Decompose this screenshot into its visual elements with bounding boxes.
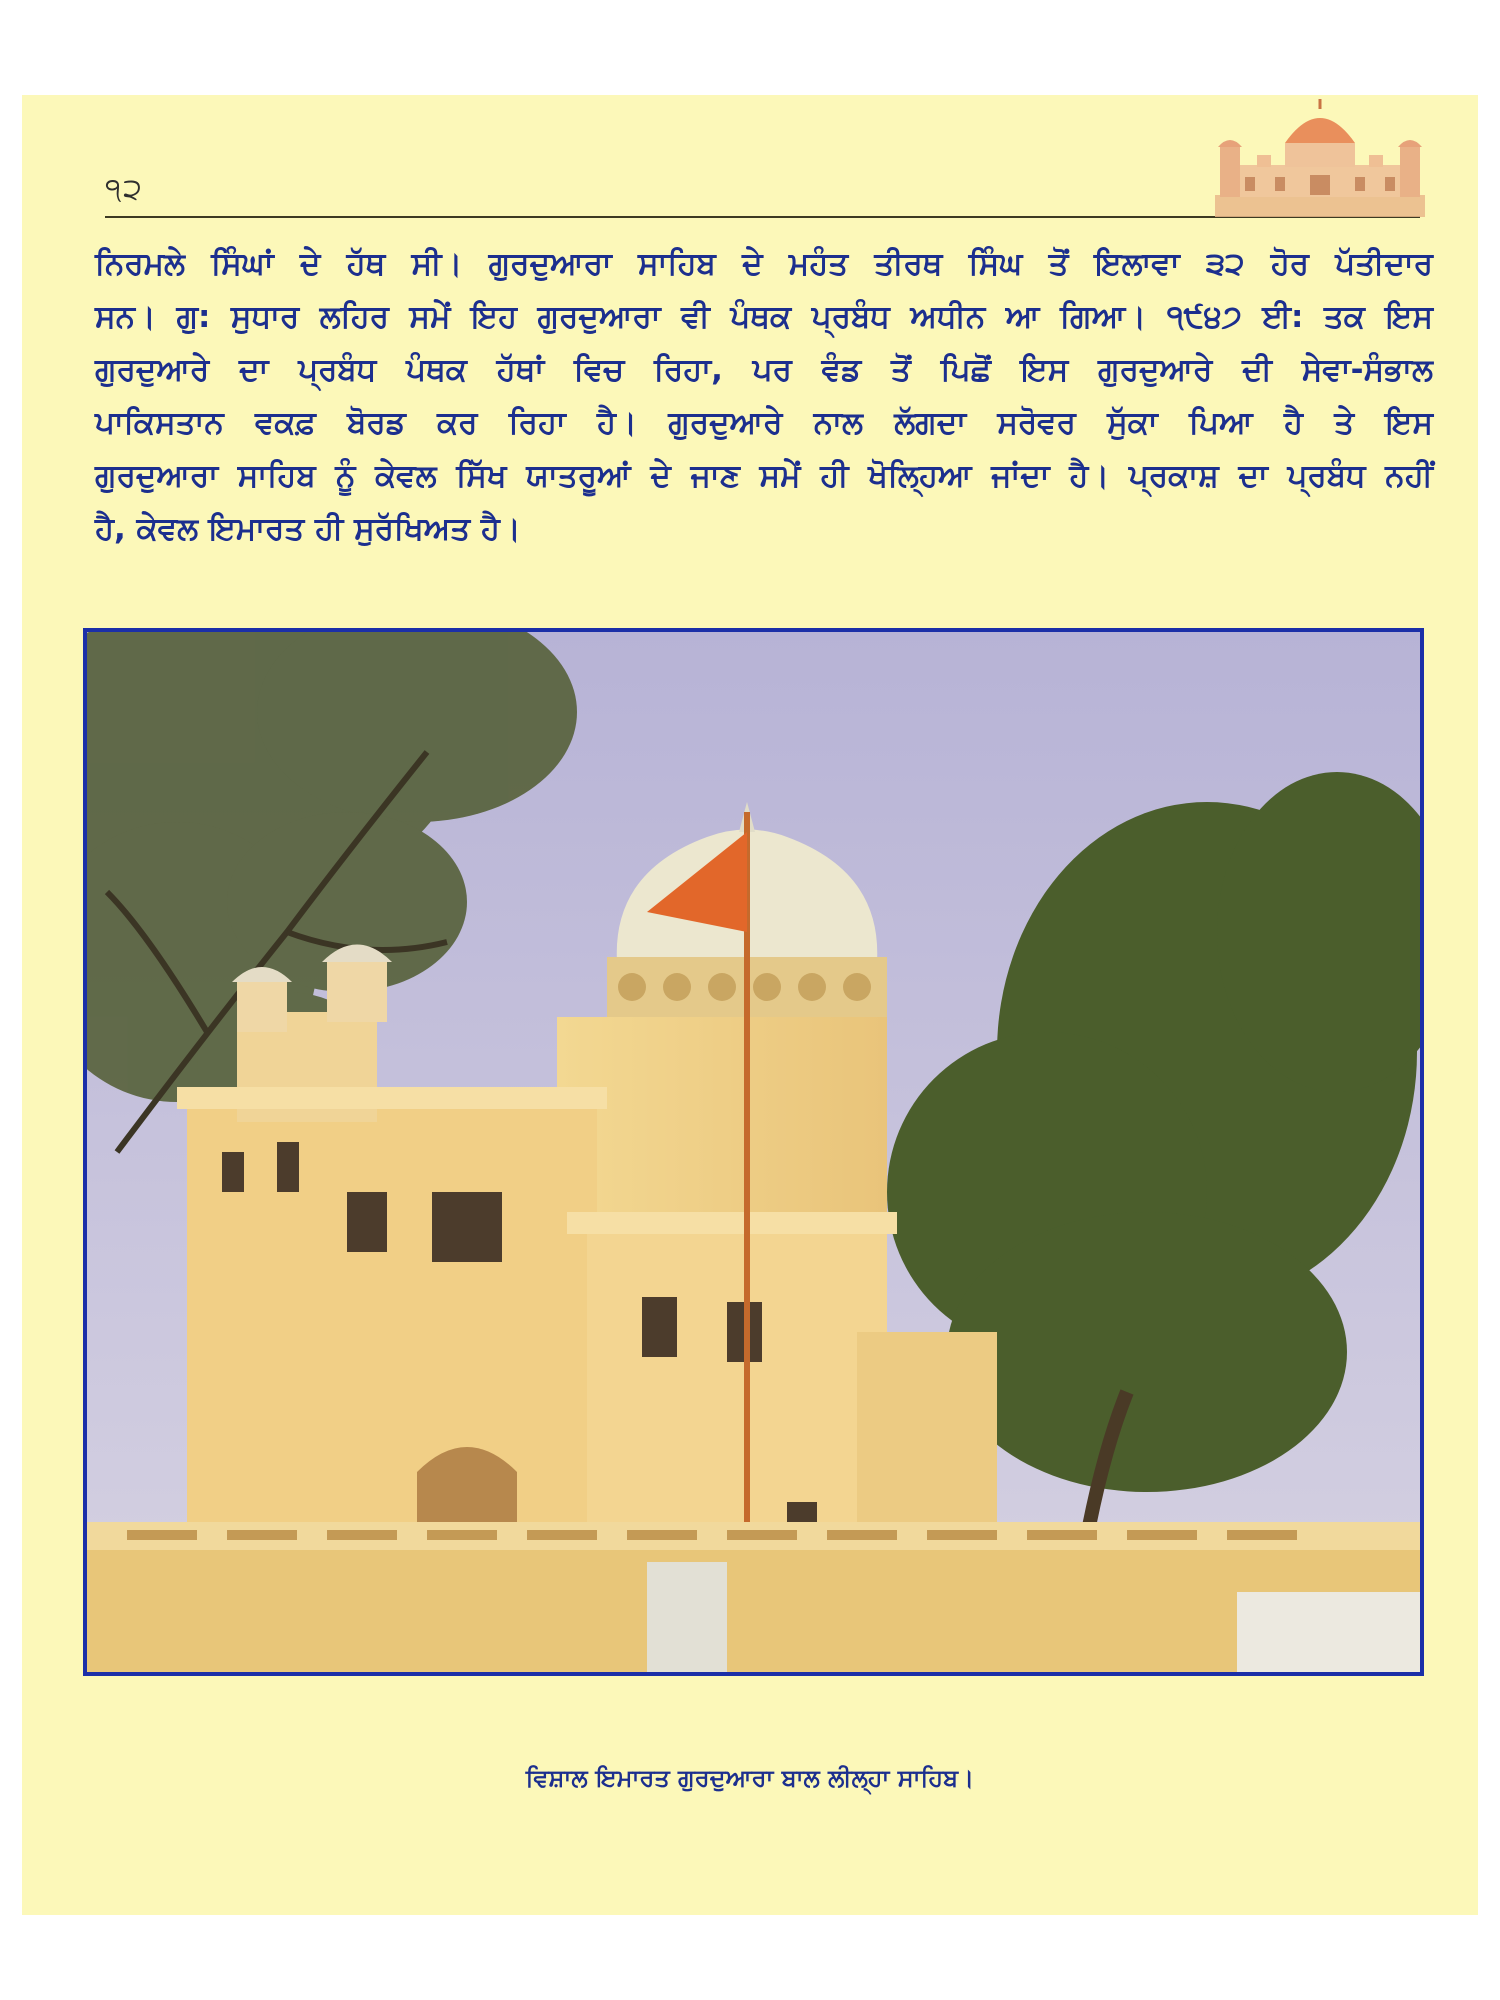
paragraph-line: ਹੈ, ਕੇਵਲ ਇਮਾਰਤ ਹੀ ਸੁਰੱਖਿਅਤ ਹੈ। xyxy=(95,511,521,547)
paragraph-line: ਪਾਕਿਸਤਾਨ ਵਕਫ਼ ਬੋਰਡ ਕਰ ਰਿਹਾ ਹੈ। ਗੁਰਦੁਆਰੇ ਨਾਲ ਲੱਗਦਾ ਸਰੋਵਰ ਸੁੱਕਾ ਪਿਆ ਹੈ ਤੇ ਇਸ xyxy=(95,405,1433,441)
paragraph-line: ਗੁਰਦੁਆਰਾ ਸਾਹਿਬ ਨੂੰ ਕੇਵਲ ਸਿੱਖ ਯਾਤਰੂਆਂ ਦੇ ਜਾਣ ਸਮੇਂ ਹੀ ਖੋਲ੍ਹਿਆ ਜਾਂਦਾ ਹੈ। ਪ੍ਰਕਾਸ਼ ਦਾ ਪ੍ਰਬੰਧ ਨਹੀਂ xyxy=(95,458,1433,494)
paragraph-line: ਸਨ। ਗੁ: ਸੁਧਾਰ ਲਹਿਰ ਸਮੇਂ ਇਹ ਗੁਰਦੁਆਰਾ ਵੀ ਪੰਥਕ ਪ੍ਰਬੰਧ ਅਧੀਨ ਆ ਗਿਆ। ੧੯੪੭ ਈ: ਤਕ ਇਸ xyxy=(95,299,1433,335)
paragraph-line: ਗੁਰਦੁਆਰੇ ਦਾ ਪ੍ਰਬੰਧ ਪੰਥਕ ਹੱਥਾਂ ਵਿਚ ਰਿਹਾ, ਪਰ ਵੰਡ ਤੋਂ ਪਿਛੋਂ ਇਸ ਗੁਰਦੁਆਰੇ ਦੀ ਸੇਵਾ-ਸੰਭਾਲ xyxy=(95,352,1433,388)
page-number: ੧੨ xyxy=(105,172,144,207)
body-paragraph xyxy=(95,238,1433,556)
gurdwara-photo xyxy=(83,628,1424,1676)
paragraph-line: ਨਿਰਮਲੇ ਸਿੰਘਾਂ ਦੇ ਹੱਥ ਸੀ। ਗੁਰਦੁਆਰਾ ਸਾਹਿਬ ਦੇ ਮਹੰਤ ਤੀਰਥ ਸਿੰਘ ਤੋਂ ਇਲਾਵਾ ੩੨ ਹੋਰ ਪੱਤੀਦਾਰ xyxy=(95,246,1433,282)
gurdwara-dome-icon xyxy=(1215,95,1425,217)
photo-caption: ਵਿਸ਼ਾਲ ਇਮਾਰਤ ਗੁਰਦੁਆਰਾ ਬਾਲ ਲੀਲ੍ਹਾ ਸਾਹਿਬ। xyxy=(525,1764,975,1792)
